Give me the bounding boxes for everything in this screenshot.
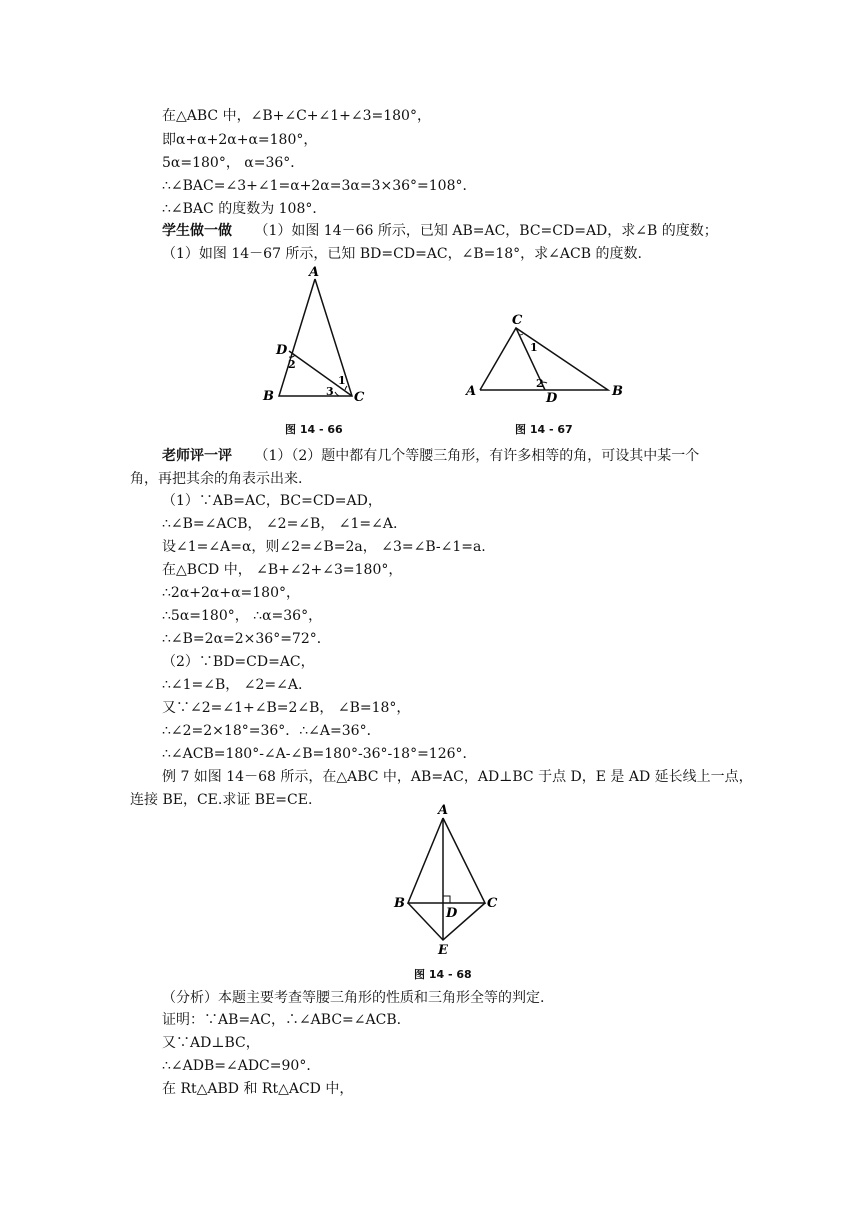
example-line: 连接 BE，CE.求证 BE=CE. bbox=[130, 792, 313, 808]
solution-line: 设∠1=∠A=α，则∠2=∠B=2a， ∠3=∠B-∠1=a. bbox=[162, 539, 486, 555]
label-B: B bbox=[612, 384, 623, 399]
label-D: D bbox=[546, 391, 558, 405]
text-line: 在△ABC 中，∠B+∠C+∠1+∠3=180°， bbox=[162, 108, 431, 124]
proof-line: （分析）本题主要考查等腰三角形的性质和三角形全等的判定. bbox=[162, 990, 545, 1006]
text-line: 即α+α+2α+α=180°， bbox=[162, 132, 318, 148]
solution-line: 又∵∠2=∠1+∠B=2∠B， ∠B=18°， bbox=[162, 700, 411, 716]
solution-line: ∴5α=180°， ∴α=36°， bbox=[162, 608, 323, 624]
label-C: C bbox=[512, 313, 523, 328]
solution-line: ∴∠2=2×18°=36°．∴∠A=36°． bbox=[162, 723, 381, 739]
label-A: A bbox=[438, 803, 449, 818]
caption-14-66: 图 14 - 66 bbox=[285, 423, 343, 436]
student-heading: 学生做一做 bbox=[162, 223, 232, 239]
solution-line: 在△BCD 中， ∠B+∠2+∠3=180°， bbox=[162, 562, 403, 578]
solution-line: ∴∠1=∠B， ∠2=∠A. bbox=[162, 677, 303, 693]
label-1: 1 bbox=[338, 374, 346, 387]
proof-line: ∴∠ADB=∠ADC=90°． bbox=[162, 1058, 321, 1074]
text-line: 角，再把其余的角表示出来. bbox=[130, 471, 303, 487]
label-B: B bbox=[394, 896, 405, 911]
teacher-intro: 老师评一评 （1）（2）题中都有几个等腰三角形，有许多相等的角，可设其中某一个 bbox=[162, 448, 700, 464]
solution-line: （1）∵AB=AC，BC=CD=AD， bbox=[162, 493, 382, 509]
solution-line: ∴2α+2α+α=180°， bbox=[162, 585, 300, 601]
label-2: 2 bbox=[288, 358, 296, 371]
label-D: D bbox=[446, 906, 458, 921]
label-C: C bbox=[487, 896, 498, 911]
label-2: 2 bbox=[536, 377, 544, 390]
label-A: A bbox=[466, 384, 477, 399]
student-question-2: （1）如图 14－67 所示，已知 BD=CD=AC，∠B=18°，求∠ACB 的度数. bbox=[162, 246, 642, 262]
student-question-1: 学生做一做 （1）如图 14－66 所示，已知 AB=AC，BC=CD=AD，求∠B 的度数； bbox=[162, 223, 718, 239]
label-D: D bbox=[276, 343, 288, 358]
label-E: E bbox=[438, 943, 448, 958]
text-line: ∴∠BAC=∠3+∠1=α+2α=3α=3×36°=108°． bbox=[162, 178, 477, 194]
proof-line: 又∵AD⊥BC， bbox=[162, 1035, 260, 1051]
label-A: A bbox=[309, 265, 320, 280]
solution-line: ∴∠B=∠ACB， ∠2=∠B， ∠1=∠A. bbox=[162, 516, 398, 532]
caption-14-67: 图 14 - 67 bbox=[515, 423, 573, 436]
example-line: 例 7 如图 14－68 所示，在△ABC 中，AB=AC，AD⊥BC 于点 D，E 是 AD 延长线上一点， bbox=[162, 769, 753, 785]
label-C: C bbox=[354, 390, 365, 405]
figure-14-67 bbox=[460, 310, 630, 405]
text-line: 5α=180°， α=36°． bbox=[162, 155, 305, 171]
teacher-heading: 老师评一评 bbox=[162, 448, 232, 464]
text-line: ∴∠BAC 的度数为 108°． bbox=[162, 201, 327, 217]
solution-line: （2）∵BD=CD=AC， bbox=[162, 654, 315, 670]
caption-14-68: 图 14 - 68 bbox=[414, 968, 472, 981]
proof-line: 在 Rt△ABD 和 Rt△ACD 中， bbox=[162, 1081, 354, 1097]
figure-14-68 bbox=[390, 800, 500, 960]
solution-line: ∴∠B=2α=2×36°=72°． bbox=[162, 631, 331, 647]
label-B: B bbox=[263, 389, 274, 404]
proof-line: 证明：∵AB=AC，∴∠ABC=∠ACB. bbox=[162, 1012, 402, 1028]
figure-14-66 bbox=[255, 262, 375, 412]
solution-line: ∴∠ACB=180°-∠A-∠B=180°-36°-18°=126°． bbox=[162, 746, 477, 762]
label-1: 1 bbox=[530, 341, 538, 354]
label-3: 3 bbox=[326, 385, 334, 398]
